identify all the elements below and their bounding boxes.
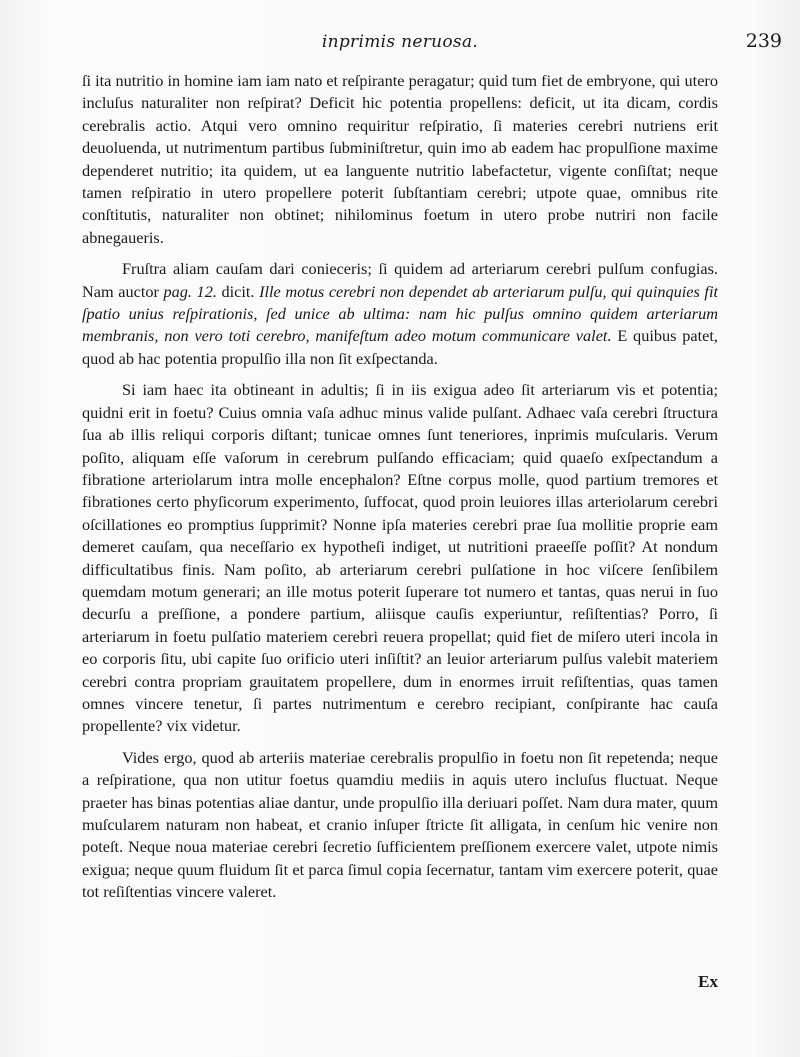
paragraph-1 — [82, 70, 718, 249]
paragraph-2 — [82, 258, 718, 370]
text-run: Fruſtra aliam cauſam dari conieceris; ſi quidem ad arteriarum cerebri pulſum confugias. Nam auctor — [82, 259, 718, 301]
page-number: 239 — [745, 30, 782, 52]
paragraph-3 — [82, 379, 718, 738]
text-run: Si iam haec ita obtineant in adultis; ſi in iis exigua adeo ſit arteriarum vis et potentia; quidni erit in foetu? Cuius omnia vaſa adhuc minus valide pulſant. Adhaec vaſa cerebri ſtructura ſua ab illis reliqui corporis diſtant; tunicae omnes ſunt teneriores, inprimis muſcularis. Verum poſito, aliquam eſſe vaſorum in cerebrum pulſando efficaciam; quid quaeſo exſpectandum a fibratione arteriolarum intra molle encephalon? Eſtne corpus molle, quod partium tremores et fibrationes certo phyſicorum experimento, ſuffocat, quod proin leuiores illas arteriolarum cerebri oſcillationes eo promptius ſupprimit? Nonne ipſa materies cerebri prae ſua mollitie proprie eam demeret cauſam, qua neceſſario ex hypotheſi indiget, ut nutritioni praeeſſe poſſit? At nondum difficultatibus finis. Nam poſito, ab arteriarum cerebri pulſatione in hoc viſcere ſenſibilem quemdam motum generari; an ille motus poterit ſuperare tot numero et tantas, quas nerui in ſuo decurſu a preſſione, a pondere partium, aliisque cauſis experiuntur, reſiſtentias? Porro, ſi arteriarum in foetu pulſatio materiem cerebri reuera propellat; quid fiet de miſero uteri incola in eo corporis ſitu, ubi capite ſuo orificio uteri inſiſtit? an leuior arteriarum pulſus valebit materiem cerebri contra propriam grauitatem propellere, dum in enormes irruit reſiſtentias, quas tamen omnes vincere tenetur, ſi partes nutrimentum e cerebro recipiant, conſpirante hac cauſa propellente? vix videtur. — [82, 380, 718, 736]
text-run: dicit. — [216, 281, 260, 301]
text-run: ſi ita nutritio in homine iam iam nato et reſpirante peragatur; quid tum fiet de embryone, qui utero incluſus naturaliter non reſpirat? Deficit hic potentia propellens: deficit, ut ita dicam, cordis cerebralis actio. Atqui vero omnino requiritur reſpiratio, ſi materies cerebri nutriens erit deuoluenda, ut nutrimentum partibus ſubminiſtretur, quin imo ab eadem hac propulſione maxime dependeret nutritio; ita quidem, ut ea languente nutritio labefactetur, vigente conſiſtat; neque tamen reſpiratio in utero propellere poterit ſubſtantiam cerebri; utpote quae, omnibus rite conſtitutis, naturaliter non obtinet; nihilominus foetum in utero probe nutriri non facile abnegaueris. — [82, 71, 718, 247]
paragraph-4 — [82, 747, 718, 904]
page-header — [0, 28, 800, 58]
italic-text-run: Ille motus cerebri non dependet ab arteriarum pulſu, qui quinquies fit ſpatio unius reſpirationis, ſed unice ab ultima: nam hic pulſus omnino quidem arteriarum membranis, non vero toti cerebro, manifeſtum adeo motum communicare valet. — [82, 281, 718, 346]
running-title: inprimis neruosa. — [321, 32, 479, 52]
body-text — [82, 70, 718, 913]
text-run: E quibus patet, quod ab hac potentia propulſio illa non ſit exſpectanda. — [82, 326, 718, 368]
text-run: Vides ergo, quod ab arteriis materiae cerebralis propulſio in foetu non ſit repetenda; neque a reſpiratione, qua non utitur foetus quamdiu mediis in aquis utero incluſus fluctuat. Neque praeter has binas potentias aliae dantur, unde propulſio illa deriuari poſſet. Nam dura mater, quum muſcularem naturam non habeat, et cranio inſuper ſtricte ſit alligata, in cenſum hic venire non poteſt. Neque noua materiae cerebri ſecretio ſufficientem preſſionem exercere valet, utpote nimis exigua; neque quum fluidum ſit et parca ſimul copia ſecernatur, tantam vim exercere poterit, quae tot reſiſtentias vincere valeret. — [82, 747, 718, 902]
italic-text-run: pag. 12. — [163, 281, 217, 301]
catchword: Ex — [698, 972, 718, 991]
